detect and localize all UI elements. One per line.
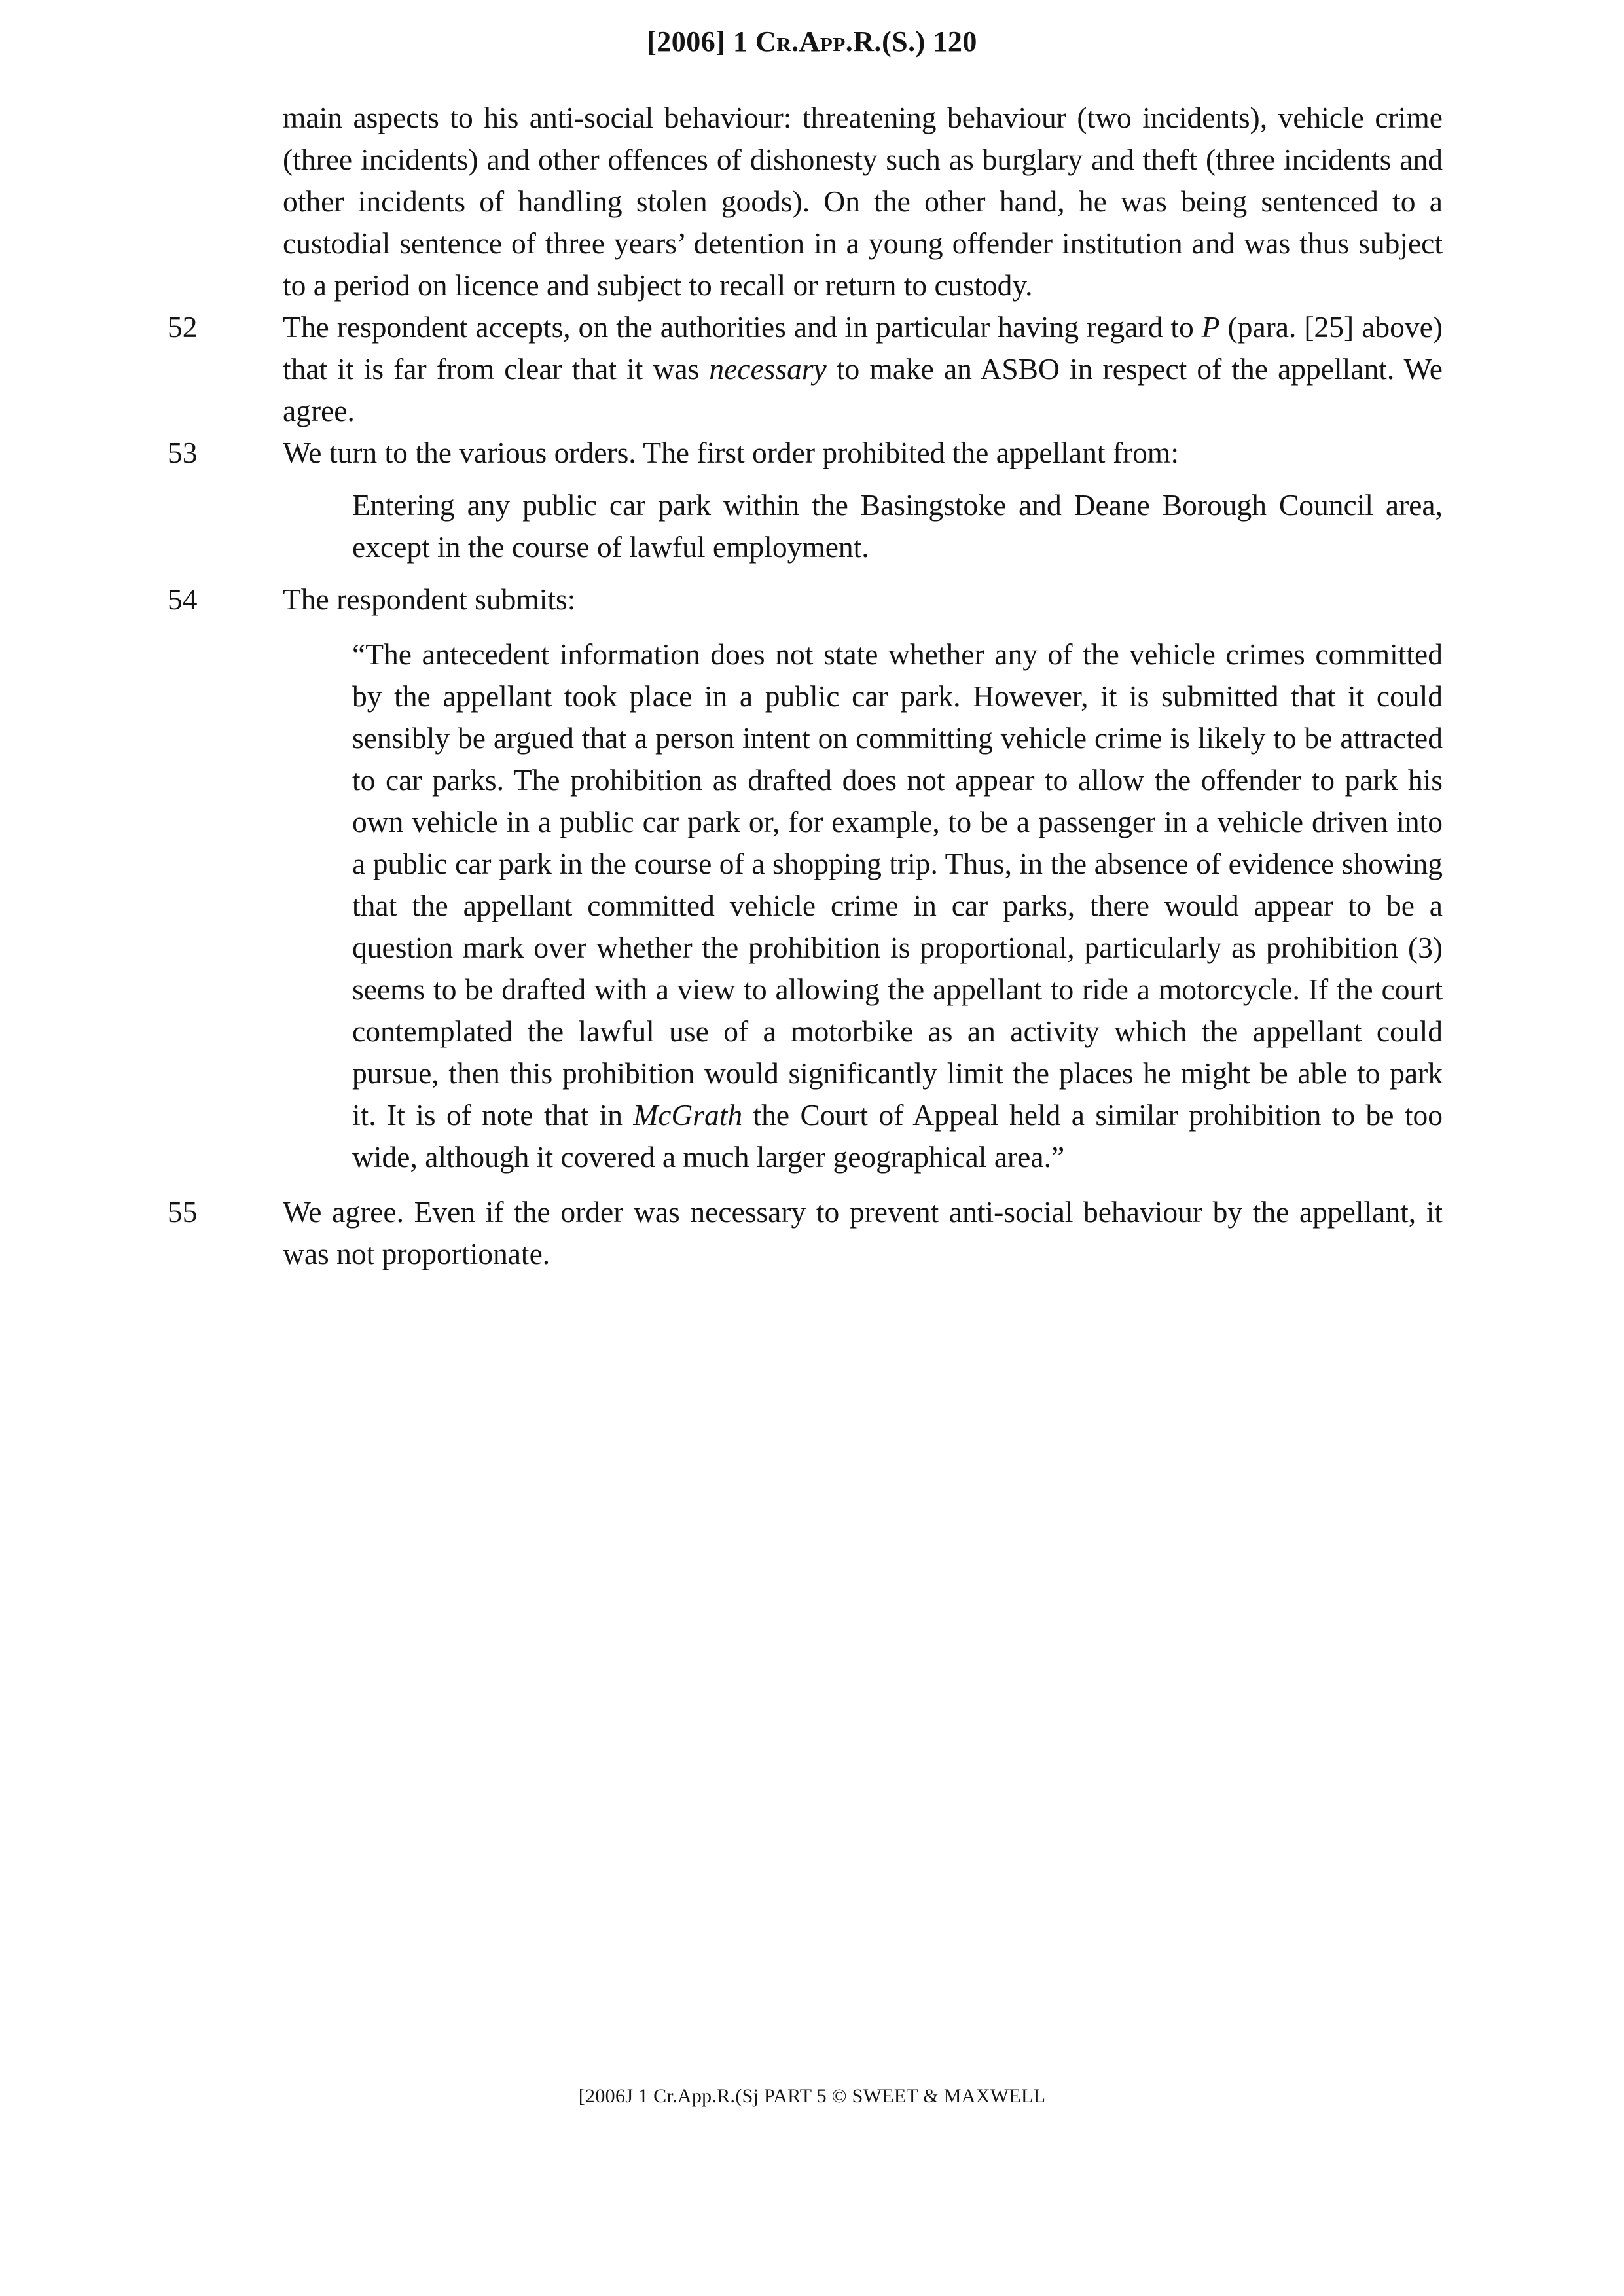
paragraph-51-text: main aspects to his anti-social behaviour: threatening behaviour (two incidents), vehicle crime (three incidents) and other offences of dishonesty such as burglary and theft (three incidents and other incidents of handling stolen goods). On the other hand, he was being sentenced to a custodial sentence of three years’ detention in a young offender institution and was thus subject to a period on licence and subject to recall or return to custody. [283,101,1443,302]
submission-text-a: “The antecedent information does not state whether any of the vehicle crimes committed by the appellant took place in a public car park. However, it is submitted that it could sensibly be argued that a person intent on committing vehicle crime is likely to be attracted to car parks. The prohibition as drafted does not appear to allow the offender to park his own vehicle in a public car park or, for example, to be a passenger in a vehicle driven into a public car park in the course of a shopping trip. Thus, in the absence of evidence showing that the appellant committed vehicle crime in car parks, there would appear to be a question mark over whether the prohibition is proportional, particularly as prohibition (3) seems to be drafted with a view to allowing the appellant to ride a motorcycle. If the court contemplated the lawful use of a motorbike as an activity which the appellant could pursue, then this prohibition would significantly limit the places he might be able to park it. It is of note that in [352,637,1443,1132]
paragraph-52-text-b: (para. [25] above) that it is far from clear that it was [283,310,1443,386]
case-name-mcgrath: McGrath [633,1098,743,1132]
order-quote: Entering any public car park within the Basingstoke and Deane Borough Council area, except in the course of lawful employment. [352,488,1443,564]
paragraph-51-continued [283,97,1443,306]
paragraph-number-55: 55 [168,1195,198,1229]
page-footer: [2006J 1 Cr.App.R.(Sj PART 5 © SWEET & MAXWELL [578,2085,1046,2107]
paragraph-52-text-c: to make an ASBO in respect of the appellant. We agree. [283,352,1443,427]
submission-text-b: the Court of Appeal held a similar prohibition to be too wide, although it covered a much larger geographical area.” [352,1098,1443,1174]
paragraph-number-54: 54 [168,583,198,616]
running-head-prefix: [2006] 1 [647,26,755,58]
paragraph-52 [168,306,1443,432]
paragraph-54-text: The respondent submits: [283,583,576,616]
paragraph-number-52: 52 [168,310,198,344]
case-name-p: P [1201,310,1220,344]
paragraph-number-53: 53 [168,436,198,469]
emphasis-necessary: necessary [709,352,827,386]
paragraph-52-text-a: The respondent accepts, on the authorities and in particular having regard to [283,310,1202,344]
body-text [168,97,1443,1275]
paragraph-53 [168,432,1443,474]
paragraph-55-text: We agree. Even if the order was necessary to prevent anti-social behaviour by the appellant, it was not proportionate. [283,1195,1443,1270]
paragraph-55 [168,1191,1443,1275]
paragraph-53-text: We turn to the various orders. The first order prohibited the appellant from: [283,436,1179,469]
running-head [0,25,1624,58]
paragraph-54 [168,579,1443,620]
respondent-submission-quote [352,634,1443,1178]
running-head-page: (S.) 120 [882,26,977,58]
running-head-reporter: Cr.App.R. [755,26,882,58]
